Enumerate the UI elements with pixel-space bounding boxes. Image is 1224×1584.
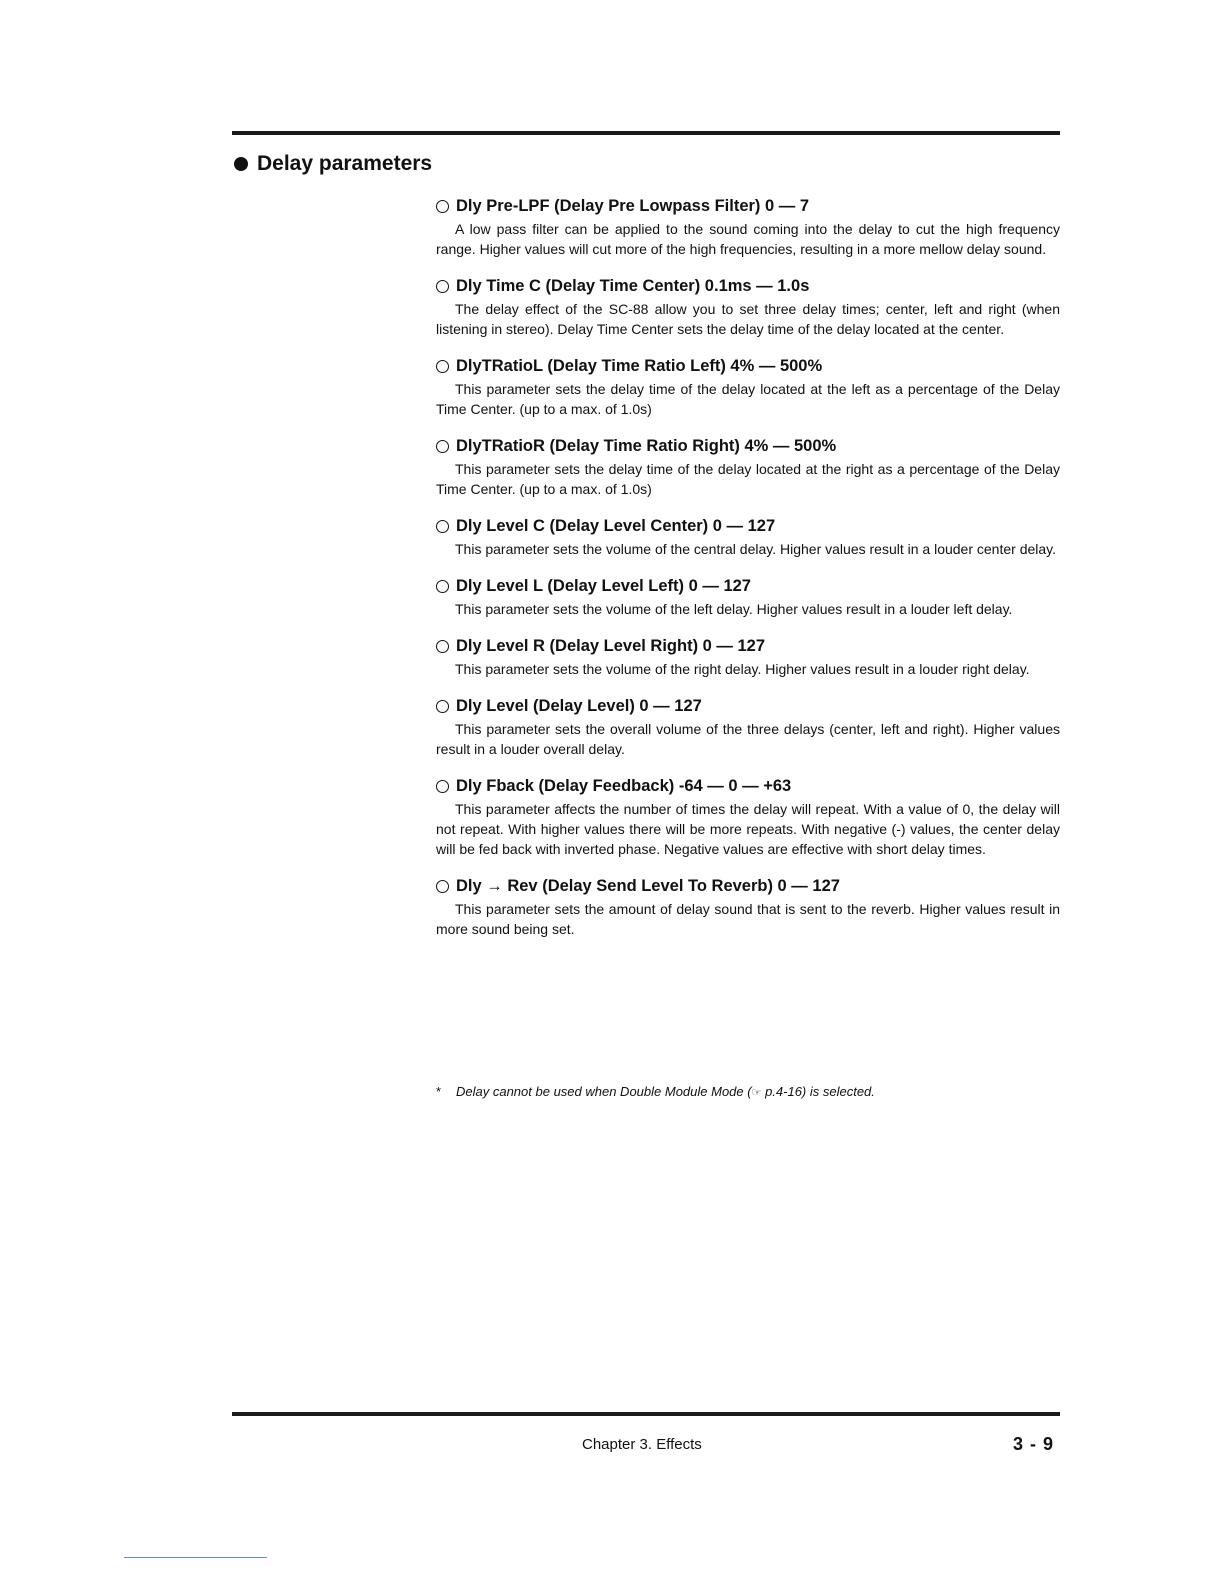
section-title: Delay parameters [257, 152, 433, 175]
param-description: The delay effect of the SC-88 allow you to set three delay times; center, left and right (when listening in stereo). Delay Time Center sets the delay time of the delay located at the center. [436, 301, 1060, 337]
open-circle-icon [436, 200, 449, 213]
footnote-text-end: p.4-16) is selected. [761, 1084, 875, 1099]
param-description: This parameter sets the amount of delay sound that is sent to the reverb. Higher values result in more sound being set. [436, 901, 1060, 937]
page-number: 3 - 9 [1012, 1434, 1054, 1454]
section-heading [234, 152, 432, 176]
param-title: Dly Level (Delay Level) 0 — 127 [456, 697, 702, 715]
param-description: This parameter affects the number of times the delay will repeat. With a value of 0, the delay will not repeat. With higher values there will be more repeats. With negative (-) values, the center delay will be fed back with inverted phase. Negative values are effective with short delay times. [436, 801, 1060, 857]
top-rule [232, 131, 1060, 135]
param-item [436, 436, 1060, 499]
param-item [436, 276, 1060, 339]
param-item [436, 776, 1060, 859]
parameter-list [436, 196, 1060, 956]
pointing-hand-icon: ☞ [751, 1087, 762, 1099]
open-circle-icon [436, 520, 449, 533]
param-description: This parameter sets the volume of the right delay. Higher values result in a louder right delay. [455, 661, 1030, 677]
filled-bullet-icon [234, 157, 248, 171]
param-item [436, 636, 1060, 679]
param-description: This parameter sets the delay time of the delay located at the right as a percentage of the Delay Time Center. (up to a max. of 1.0s) [436, 461, 1060, 497]
param-description: This parameter sets the volume of the left delay. Higher values result in a louder left delay. [455, 601, 1013, 617]
param-title: DlyTRatioL (Delay Time Ratio Left) 4% — 500% [456, 357, 823, 375]
param-title: DlyTRatioR (Delay Time Ratio Right) 4% — 500% [456, 437, 837, 455]
open-circle-icon [436, 580, 449, 593]
param-description: A low pass filter can be applied to the sound coming into the delay to cut the high frequency range. Higher values will cut more of the high frequencies, resulting in a more mellow delay sound. [436, 221, 1060, 257]
open-circle-icon [436, 700, 449, 713]
open-circle-icon [436, 360, 449, 373]
scan-artifact-line [124, 1557, 267, 1558]
param-title: Dly Fback (Delay Feedback) -64 — 0 — +63 [456, 777, 792, 795]
param-title: Dly Level R (Delay Level Right) 0 — 127 [456, 637, 766, 655]
param-item [436, 576, 1060, 619]
param-title: Dly Time C (Delay Time Center) 0.1ms — 1.0s [456, 277, 810, 295]
open-circle-icon [436, 780, 449, 793]
param-title: Dly Pre-LPF (Delay Pre Lowpass Filter) 0 — 7 [456, 197, 810, 215]
param-item [436, 876, 1060, 939]
footnote-text-start: Delay cannot be used when Double Module Mode ( [456, 1084, 752, 1099]
param-item [436, 516, 1060, 559]
bottom-rule [232, 1412, 1060, 1416]
open-circle-icon [436, 880, 449, 893]
open-circle-icon [436, 440, 449, 453]
param-item [436, 696, 1060, 759]
param-description: This parameter sets the delay time of the delay located at the left as a percentage of the Delay Time Center. (up to a max. of 1.0s) [436, 381, 1060, 417]
footer-chapter: Chapter 3. Effects [582, 1436, 702, 1453]
param-item [436, 356, 1060, 419]
asterisk-mark: * [436, 1084, 442, 1099]
param-description: This parameter sets the volume of the central delay. Higher values result in a louder center delay. [455, 541, 1057, 557]
param-item [436, 196, 1060, 259]
param-description: This parameter sets the overall volume of the three delays (center, left and right). Higher values result in a louder overall delay. [436, 721, 1060, 757]
param-title: Dly Level L (Delay Level Left) 0 — 127 [456, 577, 751, 595]
param-title: Dly → Rev (Delay Send Level To Reverb) 0 — 127 [456, 877, 840, 895]
footnote [436, 1082, 1060, 1103]
open-circle-icon [436, 640, 449, 653]
param-title: Dly Level C (Delay Level Center) 0 — 127 [456, 517, 776, 535]
open-circle-icon [436, 280, 449, 293]
